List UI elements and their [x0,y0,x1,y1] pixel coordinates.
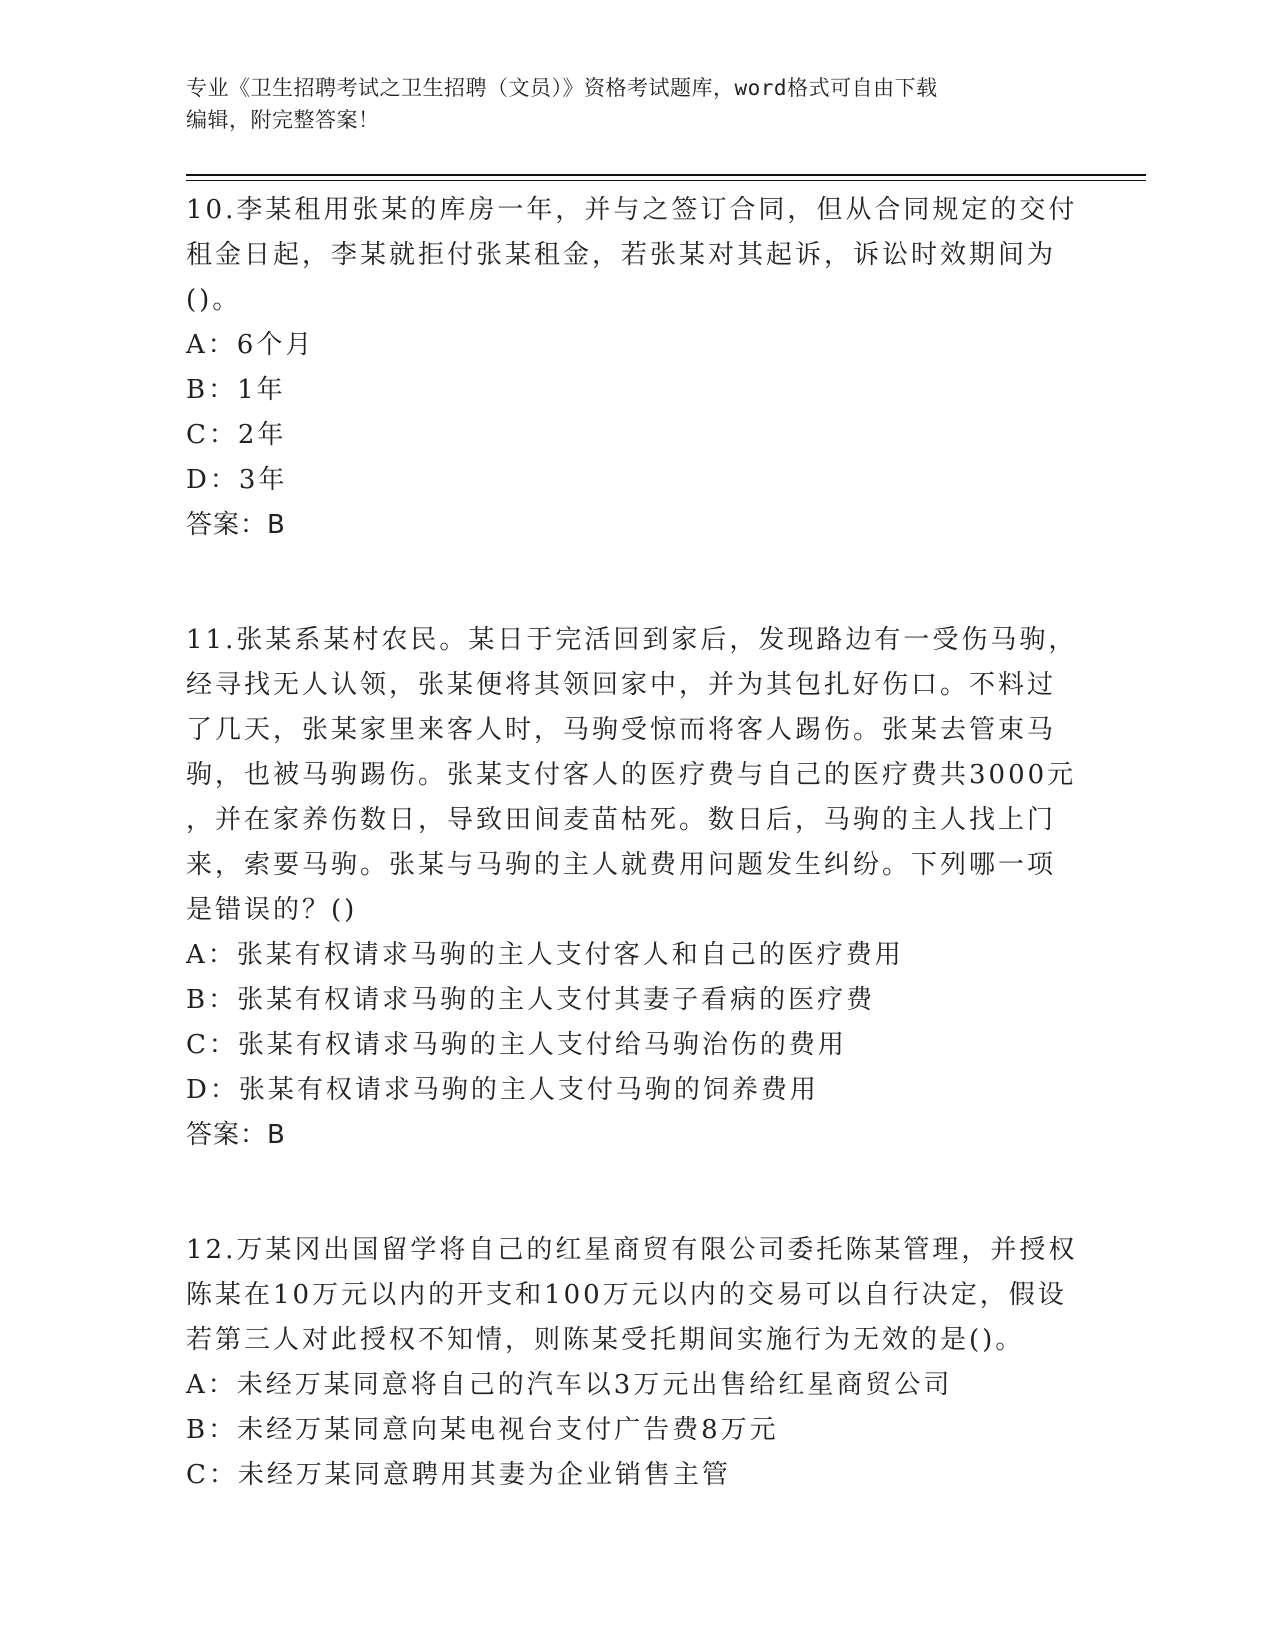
question-text-line: 若第三人对此授权不知情，则陈某受托期间实施行为无效的是()。 [186,1325,1025,1355]
option-b: B：张某有权请求马驹的主人支付其妻子看病的医疗费 [186,985,876,1015]
option-c: C：未经万某同意聘用其妻为企业销售主管 [186,1460,731,1490]
option-a: A：未经万某同意将自己的汽车以3万元出售给红星商贸公司 [186,1370,953,1400]
question-text-line: 来，索要马驹。张某与马驹的主人就费用问题发生纠纷。下列哪一项 [186,850,1057,880]
header-divider-thick [186,174,1146,176]
question-text-line: 是错误的？() [186,895,358,925]
question-text-line: 租金日起，李某就拒付张某租金，若张某对其起诉，诉讼时效期间为 [186,240,1057,270]
question-10 [186,188,1086,548]
question-text-line: ()。 [186,285,242,315]
answer: 答案：B [186,510,286,540]
question-spacer [186,1158,1086,1228]
header-line-1: 专业《卫生招聘考试之卫生招聘（文员）》资格考试题库，word格式可自由下载 [186,76,938,100]
header-divider-thin [186,180,1146,181]
question-text-line: 了几天，张某家里来客人时，马驹受惊而将客人踢伤。张某去管束马 [186,715,1057,745]
question-text-line: 12.万某冈出国留学将自己的红星商贸有限公司委托陈某管理，并授权 [186,1235,1078,1265]
option-c: C：张某有权请求马驹的主人支付给马驹治伤的费用 [186,1030,847,1060]
question-spacer [186,548,1086,618]
option-b: B：未经万某同意向某电视台支付广告费8万元 [186,1415,779,1445]
question-11 [186,618,1086,1158]
question-text-line: ，并在家养伤数日，导致田间麦苗枯死。数日后，马驹的主人找上门 [186,805,1057,835]
question-list [186,188,1086,1498]
option-d: D：3年 [186,465,288,495]
option-b: B：1年 [186,375,286,405]
option-c: C：2年 [186,420,287,450]
question-text-line: 陈某在10万元以内的开支和100万元以内的交易可以自行决定，假设 [186,1280,1067,1310]
header-line-2: 编辑，附完整答案！ [186,108,380,132]
question-12 [186,1228,1086,1498]
question-text-line: 10.李某租用张某的库房一年，并与之签订合同，但从合同规定的交付 [186,195,1078,225]
header-note [186,72,1066,136]
option-a: A：6个月 [186,330,315,360]
option-a: A：张某有权请求马驹的主人支付客人和自己的医疗费用 [186,940,904,970]
question-text-line: 驹，也被马驹踢伤。张某支付客人的医疗费与自己的医疗费共3000元 [186,760,1077,790]
answer: 答案：B [186,1120,286,1150]
question-text-line: 经寻找无人认领，张某便将其领回家中，并为其包扎好伤口。不料过 [186,670,1057,700]
option-d: D：张某有权请求马驹的主人支付马驹的饲养费用 [186,1075,819,1105]
question-text-line: 11.张某系某村农民。某日于完活回到家后，发现路边有一受伤马驹， [186,625,1078,655]
